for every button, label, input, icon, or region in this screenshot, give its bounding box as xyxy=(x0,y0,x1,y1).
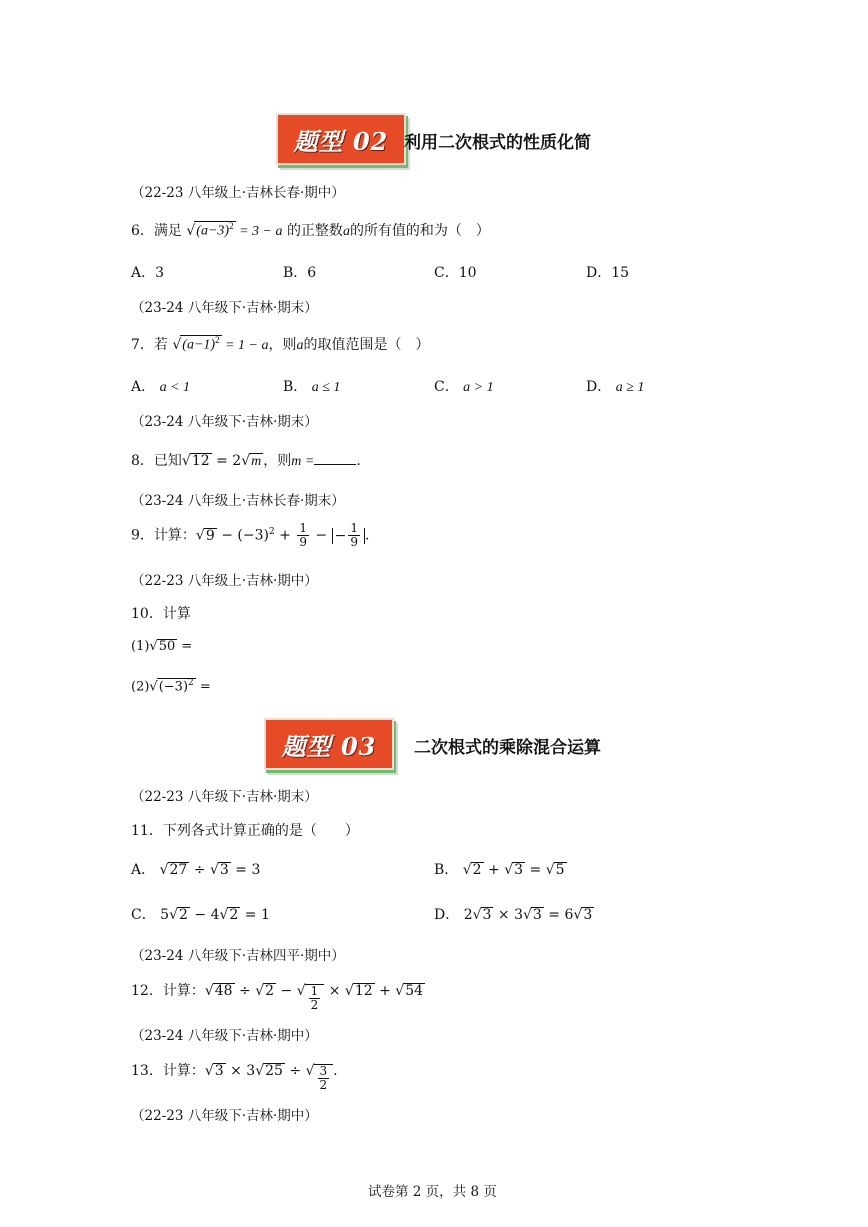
q7-option-d: D． a ≥ 1 xyxy=(586,379,645,395)
section-03-title: 二次根式的乘除混合运算 xyxy=(414,738,601,758)
page-footer: 试卷第 2 页，共 8 页 xyxy=(368,1184,497,1200)
sqrt-icon: √ xyxy=(195,527,205,544)
q7-number: 7．若 xyxy=(131,337,168,353)
q11-option-a: A． √27 ÷ √3 = 3 xyxy=(131,862,261,878)
q8-mid: = 2 xyxy=(211,453,242,469)
q7-var: a xyxy=(296,338,304,353)
sqrt-icon: √ xyxy=(181,453,191,469)
q10-source: （22-23 八年级上·吉林·期中） xyxy=(131,573,318,589)
sqrt-icon: √ xyxy=(241,453,251,469)
q7-tail-a: ，则 xyxy=(268,337,297,353)
q10-part-1: (1)√50 = xyxy=(131,639,193,654)
sqrt-icon: √ xyxy=(296,983,306,999)
q7-option-b: B． a ≤ 1 xyxy=(283,379,341,395)
q12-source: （23-24 八年级下·吉林四平·期中） xyxy=(131,948,345,964)
sqrt-icon: √ xyxy=(305,1063,315,1079)
question-7 xyxy=(131,334,429,354)
sqrt-icon: √ xyxy=(149,639,158,654)
q6-option-c: C．10 xyxy=(434,265,477,281)
q13-source: （23-24 八年级下·吉林·期中） xyxy=(131,1028,318,1044)
question-10: 10．计算 xyxy=(131,606,191,622)
q6-number: 6．满足 xyxy=(131,223,182,239)
q6-source: （22-23 八年级上·吉林长春·期中） xyxy=(131,185,345,201)
q11-option-d: D． 2√3 × 3√3 = 6√3 xyxy=(434,907,593,923)
q6-rhs: = 3 − a xyxy=(235,224,283,239)
section-02-badge: 题型 02 xyxy=(276,113,406,165)
sqrt-icon: √ xyxy=(186,223,196,239)
q7-option-c: C． a > 1 xyxy=(434,379,494,395)
q10-part-2: $(2)√(-3)^2$ = xyxy=(131,678,211,695)
section-02-title: 利用二次根式的性质化简 xyxy=(404,133,591,153)
q11-option-b: B． √2 + √3 = √5 xyxy=(434,862,565,878)
q8-number: 8．已知 xyxy=(131,453,182,469)
absolute-value: − $\frac{1}{9}$ xyxy=(332,528,365,544)
q6-option-d: D．15 xyxy=(586,265,630,281)
q6-radicand: $(a-3)^2$ xyxy=(196,221,234,239)
q7-rhs: = 1 − a xyxy=(221,338,269,353)
question-8: 8．已知√12 = 2√m ，则m = . xyxy=(131,453,361,469)
sqrt-icon: √ xyxy=(149,679,158,695)
question-9: 9．计算：$√9 - (-3)^2$ + $\frac{1}{9}$ − − $\frac{1}{9}$ . xyxy=(131,521,370,550)
q6-tail-b: 的所有值的和为（ ） xyxy=(349,223,490,239)
q8-radicand-2: m xyxy=(251,454,262,469)
sqrt-icon: √ xyxy=(172,337,182,353)
q11-source: （22-23 八年级下·吉林·期末） xyxy=(131,789,318,805)
q8-var: m = xyxy=(291,454,315,469)
q8-tail: ，则 xyxy=(263,453,292,469)
q7-option-a: A． a < 1 xyxy=(131,379,191,395)
section-03-badge: 题型 03 xyxy=(264,718,394,770)
q8-source: （23-24 八年级下·吉林·期末） xyxy=(131,414,318,430)
q6-var: a xyxy=(342,224,350,239)
question-13: 13．计算：√3 × 3√25 ÷ √ $\frac{3}{2}$ . xyxy=(131,1063,338,1093)
q9-number: 9．计算： xyxy=(131,527,196,544)
q7-source: （23-24 八年级下·吉林·期末） xyxy=(131,300,318,316)
question-6 xyxy=(131,220,490,240)
q6-option-a: A．3 xyxy=(131,265,165,281)
q7-tail-b: 的取值范围是（ ） xyxy=(303,337,430,353)
question-12: 12．计算：√48 ÷ √2 − √ $\frac{1}{2}$ × √12 + √54 xyxy=(131,983,424,1013)
question-11: 11．下列各式计算正确的是（ ） xyxy=(131,823,359,839)
q6-tail-a: 的正整数 xyxy=(286,223,343,239)
q9-source: （23-24 八年级上·吉林长春·期末） xyxy=(131,493,345,509)
fraction: $\frac{1}{9}$ xyxy=(299,521,307,550)
q6-option-b: B．6 xyxy=(283,265,317,281)
q8-radicand-1: 12 xyxy=(191,453,210,469)
answer-blank[interactable] xyxy=(314,464,356,465)
q7-radicand: $(a-1)^2$ xyxy=(182,335,220,353)
q11-option-c: C． 5√2 − 4√2 = 1 xyxy=(131,907,270,923)
last-source: （22-23 八年级下·吉林·期中） xyxy=(131,1108,318,1124)
